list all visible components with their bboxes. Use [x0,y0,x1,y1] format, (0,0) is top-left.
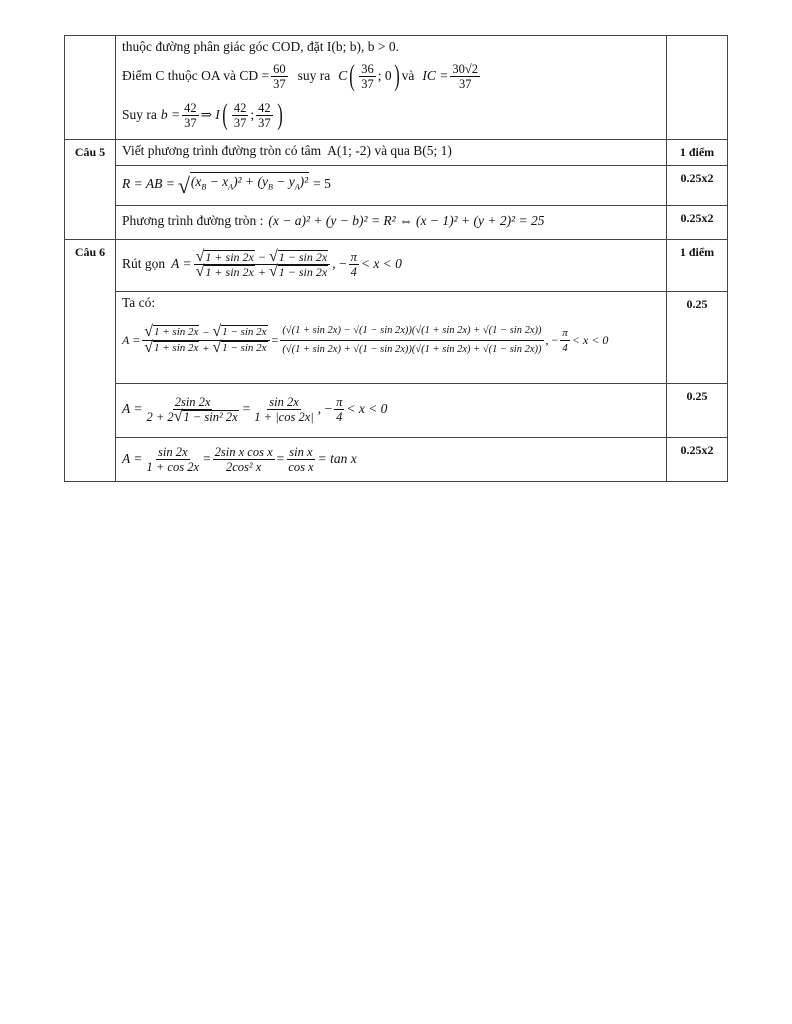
content-cell [116,166,667,206]
fraction: $\frac{30√2}{37}$ [452,61,479,91]
formula-line: A = 2sin 2x 2 + 2 √ 1 − sin² 2x = $\frac{\sin 2x}{1 + |\cos 2x|}$ , − $\frac{\pi}{4}$ < x < 0 [122,394,388,425]
score-cell [667,36,728,140]
math: ⇒ I [200,107,220,122]
question-label: Câu 6 [74,245,106,259]
fraction: $\frac{\sin 2x}{1 + |\cos 2x|}$ [254,394,314,424]
table-row [65,206,728,240]
fraction: $\frac{60}{37}$ [273,61,286,91]
score: 0.25 [686,389,708,403]
math: A = [122,333,141,347]
table-row [65,36,728,140]
question-label: Câu 5 [74,145,106,159]
text: Rút gọn [122,256,166,271]
fraction: $\frac{\text{2sin x cos x}}{\text{2cos² x}}$ [214,444,273,474]
score: 1 điểm [679,145,715,159]
text: Ta có: [122,295,156,310]
text-line: Điểm C thuộc OA và CD = $\frac{60}{37}$ suy ra C ( $\frac{36}{37}$ ; 0 ) và IC = $\frac{30√2}{37}$ [122,59,479,92]
question-label-cell [65,36,116,140]
text-line [122,38,660,56]
formula-line [122,208,660,234]
content-cell [116,36,667,140]
table-row [65,438,728,482]
table-row [65,140,728,166]
score: 0.25x2 [680,211,714,225]
score-cell [667,438,728,482]
sqrt: √ $(x_B - x_A)^2 + (y_B - y_A)^2$ [177,173,309,199]
fraction: 2sin 2x 2 + 2 √ 1 − sin² 2x [146,394,238,425]
fraction: $\frac{\sin 2x}{1 + \cos 2x}$ [146,444,200,474]
table-row [65,292,728,384]
math: IC = [422,68,449,83]
text-line-1: thuộc đường phân giác góc COD, đặt I(b; b), b > 0. [122,39,400,54]
fraction: $\frac{\text{sin x}}{\text{cos x}}$ [288,444,314,474]
table-row [65,384,728,438]
fraction: √ 1 + sin 2x − √ 1 − sin 2x √ 1 + sin 2x + √ 1 − sin 2x [194,250,331,279]
content-cell [116,384,667,438]
fraction: $\frac{\pi}{4}$ [562,326,568,354]
score: 0.25 [686,297,708,311]
text: và [401,68,415,83]
score: 0.25x2 [680,443,714,457]
formula-line: R = AB = √ $(x_B - x_A)^2 + (y_B - y_A)^2$ = 5 [122,173,331,199]
question-label-cell [65,240,116,482]
content-cell [116,438,667,482]
answer-table [64,35,728,482]
math: b = [160,107,181,122]
score-cell [667,292,728,384]
score: 1 điểm [679,245,715,259]
content-cell [116,292,667,384]
fraction: $\frac{36}{37}$ [361,61,374,91]
text-line [122,142,660,160]
fraction: $\frac{42}{37}$ [184,100,197,130]
table-row [65,166,728,206]
formula-line: A = $\frac{\sin 2x}{1 + \cos 2x}$ = $\frac{\text{2sin x cos x}}{\text{2cos² x}}$ = $\frac{\text{sin x}}{\text{cos x}}$ = tan x [122,444,357,474]
text-line [122,294,660,312]
text: Suy ra [122,107,157,122]
score-cell [667,384,728,438]
fraction: $\frac{\pi}{4}$ [336,394,343,424]
score: 0.25x2 [680,171,714,185]
math: C [338,68,348,83]
fraction: $\frac{42}{37}$ [233,100,247,130]
math: A = [122,401,143,416]
score-cell [667,240,728,292]
text: suy ra [297,68,331,83]
content-cell [116,140,667,166]
formula-line: A = √ 1 + sin 2x − √ 1 − sin 2x √ 1 + sin 2x + √ 1 − sin 2x = (√(1 + sin 2x) − √(1 − sin 2x))(√(1 + sin 2x) + √(1 − sin 2x)) (√(1 + sin 2x) + √(1 − sin 2x))(√(1 + sin 2x) + √(1 − sin 2x)) , − $\frac{\pi}{4}$ < x < 0 [122,312,660,368]
text: A(1; -2) và qua B(5; 1) [327,143,452,158]
content-cell [116,206,667,240]
text-line: Suy ra b = $\frac{42}{37}$ ⇒ I ( $\frac{42}{37}$ ; $\frac{42}{37}$ ) [122,98,283,131]
fraction: $\frac{\pi}{4}$ [350,249,357,279]
math: (x − a)² + (y − b)² = R² ⇔ (x − 1)² + (y + 2)² = 25 [268,213,545,228]
text: Viết phương trình đường tròn có tâm [122,143,322,158]
text: Phương trình đường tròn : [122,213,264,228]
content-cell [116,240,667,292]
math: R = AB = [122,176,175,191]
text: Điểm C thuộc OA và CD = [122,68,270,83]
formula-line: Rút gọn A = √ 1 + sin 2x − √ 1 − sin 2x √ 1 + sin 2x + √ 1 − sin 2x , − $\frac{\pi}{4}$ < x < 0 [122,247,402,280]
score-cell [667,206,728,240]
table-row [65,240,728,292]
score-cell [667,166,728,206]
question-label-cell [65,140,116,240]
math: A = [122,451,143,466]
fraction: √ 1 + sin 2x − √ 1 − sin 2x √ 1 + sin 2x + √ 1 − sin 2x [142,325,269,356]
math: A = [171,256,192,271]
score-cell [667,140,728,166]
fraction: $\frac{42}{37}$ [258,100,271,130]
fraction: (√(1 + sin 2x) − √(1 − sin 2x))(√(1 + sin 2x) + √(1 − sin 2x)) (√(1 + sin 2x) + √(1 − sin 2x))(√(1 + sin 2x) + √(1 − sin 2x)) [280,322,543,359]
